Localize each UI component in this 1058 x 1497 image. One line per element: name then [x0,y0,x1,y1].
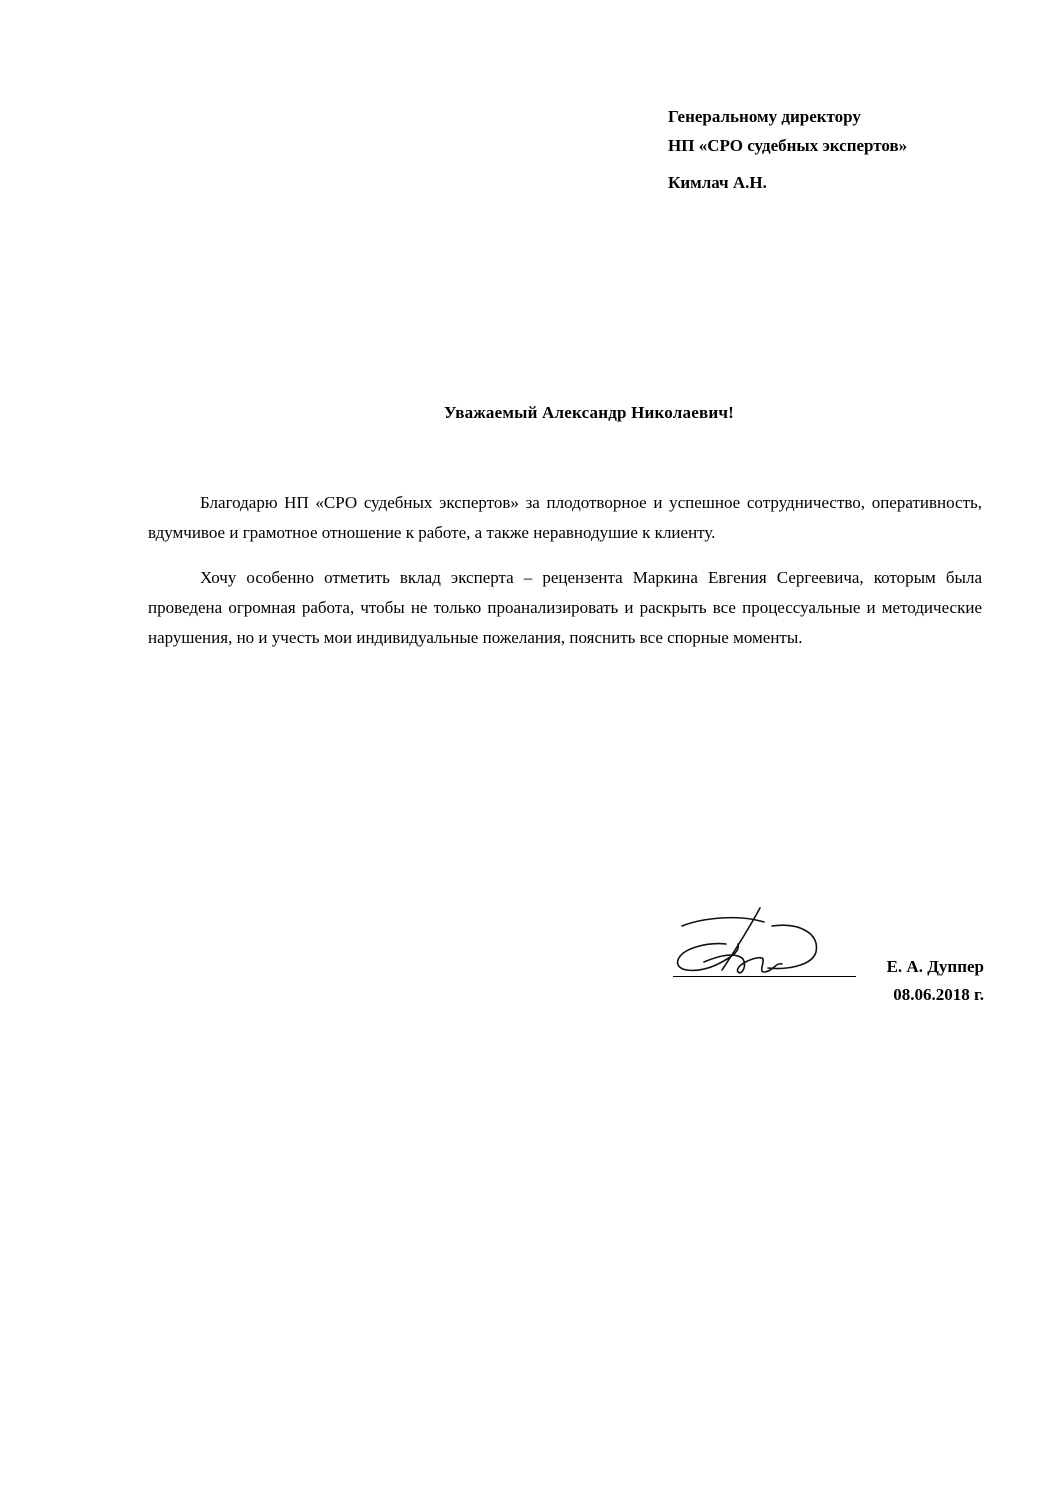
body-paragraph-2: Хочу особенно отметить вклад эксперта – рецензента Маркина Евгения Сергеевича, которым была проведена огромная работа, чтобы не только проанализировать и раскрыть все процессуальные и методические нарушения, но и учесть мои индивидуальные пожелания, пояснить все спорные моменты. [148,568,982,647]
handwritten-signature [668,900,828,985]
recipient-block [668,102,998,197]
signature-date: 08.06.2018 г. [893,985,984,1004]
recipient-position: Генеральному директору [668,107,861,126]
salutation: Уважаемый Александр Николаевич! [444,403,734,422]
letter-body [148,488,982,668]
recipient-organization: НП «СРО судебных экспертов» [668,136,908,155]
signer-name: Е. А. Дуппер [886,957,984,976]
recipient-name: Кимлач А.Н. [668,173,767,192]
body-paragraph-1: Благодарю НП «СРО судебных экспертов» за плодотворное и успешное сотрудничество, оперативность, вдумчивое и грамотное отношение к работе, а также неравнодушие к клиенту. [148,493,982,542]
signature-line [673,976,856,977]
